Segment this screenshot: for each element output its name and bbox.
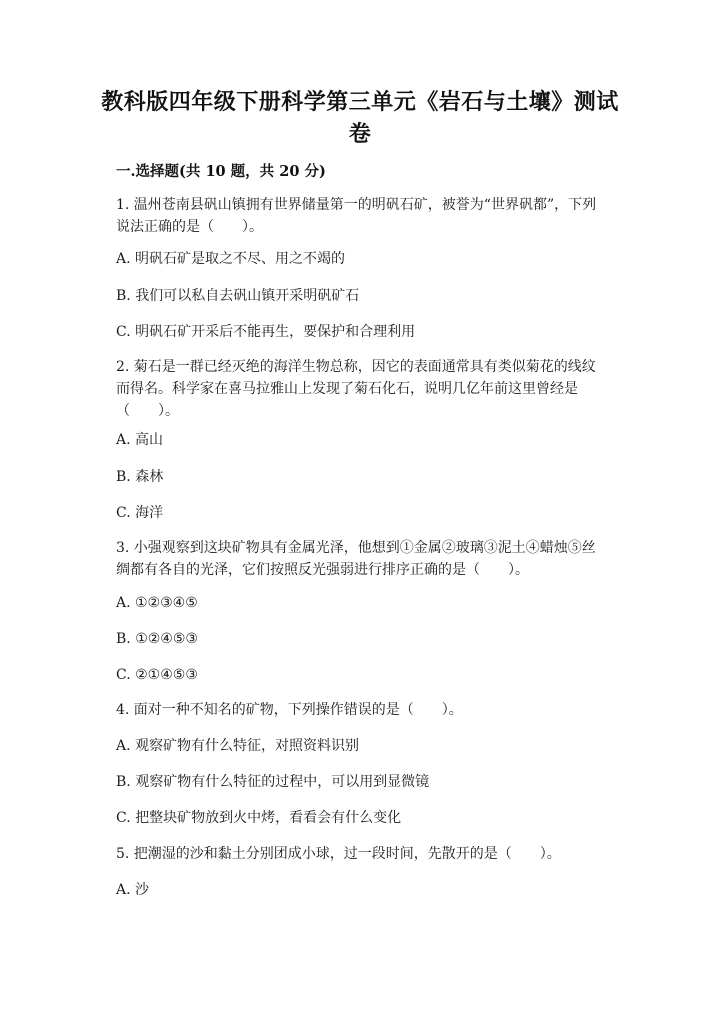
- question-1-option-b: B. 我们可以私自去矾山镇开采明矾矿石: [116, 288, 360, 304]
- question-2-stem: 2. 菊石是一群已经灭绝的海洋生物总称，因它的表面通常具有类似菊花的线纹而得名。科学家在喜马拉雅山上发现了菊石化石，说明几亿年前这里曾经是（ ）。: [116, 359, 596, 419]
- question-4-stem: 4. 面对一种不知名的矿物，下列操作错误的是（ ）。: [116, 702, 463, 718]
- question-3-stem: 3. 小强观察到这块矿物具有金属光泽，他想到①金属②玻璃③泥土④蜡烛⑤丝绸都有各自的光泽，它们按照反光强弱进行排序正确的是（ ）。: [116, 540, 596, 578]
- question-4-option-a: A. 观察矿物有什么特征，对照资料识别: [116, 738, 360, 754]
- question-2-option-b: B. 森林: [116, 469, 164, 485]
- question-5-stem: 5. 把潮湿的沙和黏土分别团成小球，过一段时间，先散开的是（ ）。: [116, 846, 561, 862]
- page-title: 教科版四年级下册科学第三单元《岩石与土壤》测试卷: [101, 89, 619, 147]
- question-1-stem: 1. 温州苍南县矾山镇拥有世界储量第一的明矾石矿，被誉为“世界矾都”，下列说法正确的是（ ）。: [116, 197, 597, 235]
- question-2-option-c: C. 海洋: [116, 505, 164, 521]
- question-1-option-a: A. 明矾石矿是取之不尽、用之不竭的: [116, 251, 346, 267]
- question-3-option-c: C. ②①④⑤③: [116, 667, 198, 683]
- question-1-option-c: C. 明矾石矿开采后不能再生，要保护和合理利用: [116, 324, 416, 340]
- question-4-option-b: B. 观察矿物有什么特征的过程中，可以用到显微镜: [116, 774, 430, 790]
- question-3-option-b: B. ①②④⑤③: [116, 631, 198, 647]
- question-2-option-a: A. 高山: [116, 432, 164, 448]
- question-3-option-a: A. ①②③④⑤: [116, 595, 198, 611]
- question-5-option-a: A. 沙: [116, 882, 150, 898]
- section-heading: 一.选择题(共 10 题，共 20 分): [116, 163, 326, 180]
- question-4-option-c: C. 把整块矿物放到火中烤，看看会有什么变化: [116, 810, 402, 826]
